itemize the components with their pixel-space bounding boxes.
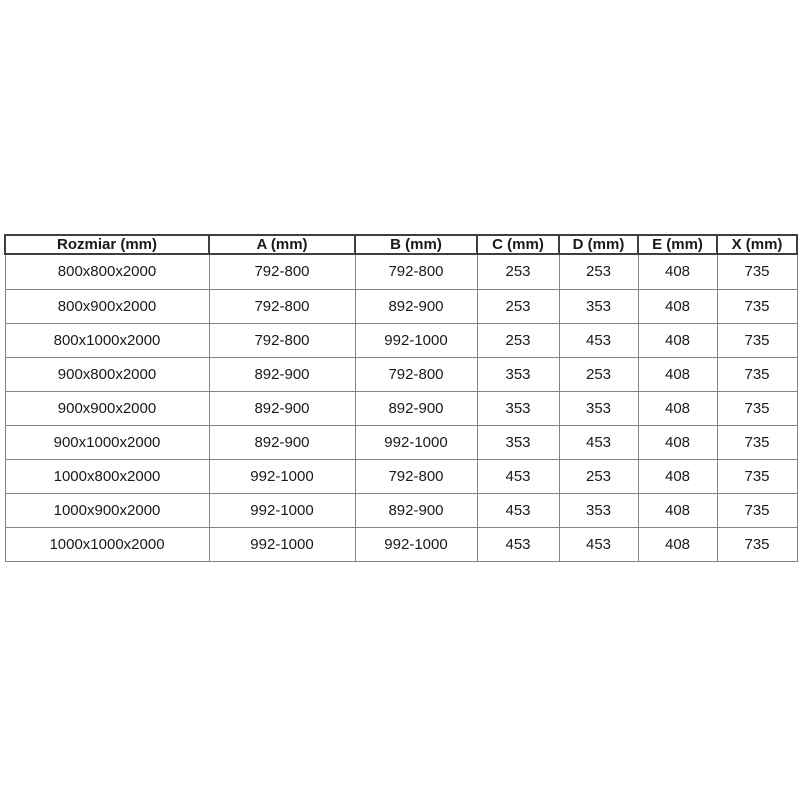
table-cell: 253 <box>559 357 638 391</box>
table-cell: 408 <box>638 425 717 459</box>
table-cell: 408 <box>638 357 717 391</box>
dimensions-table <box>4 234 798 562</box>
table-cell: 892-900 <box>209 357 355 391</box>
table-cell: 1000x800x2000 <box>5 459 209 493</box>
table-cell: 992-1000 <box>209 493 355 527</box>
table-cell: 408 <box>638 391 717 425</box>
table-cell: 800x900x2000 <box>5 289 209 323</box>
table-cell: 253 <box>477 254 559 289</box>
table-cell: 453 <box>477 459 559 493</box>
table-cell: 735 <box>717 357 797 391</box>
table-cell: 408 <box>638 289 717 323</box>
table-cell: 253 <box>477 289 559 323</box>
table-cell: 253 <box>559 459 638 493</box>
table-cell: 353 <box>477 357 559 391</box>
table-row <box>5 357 797 391</box>
table-cell: 408 <box>638 459 717 493</box>
table-cell: 408 <box>638 323 717 357</box>
table-cell: 253 <box>477 323 559 357</box>
table-row <box>5 323 797 357</box>
table-header-row <box>5 235 797 254</box>
table-cell: 735 <box>717 527 797 561</box>
table-cell: 992-1000 <box>209 459 355 493</box>
table-cell: 408 <box>638 527 717 561</box>
table-cell: 792-800 <box>355 254 477 289</box>
table-cell: 735 <box>717 289 797 323</box>
table-body <box>5 254 797 562</box>
table-cell: 792-800 <box>209 323 355 357</box>
table-cell: 453 <box>477 527 559 561</box>
table-cell: 792-800 <box>355 459 477 493</box>
column-header: B (mm) <box>355 235 477 254</box>
table-cell: 408 <box>638 493 717 527</box>
table-cell: 992-1000 <box>355 425 477 459</box>
table-cell: 800x1000x2000 <box>5 323 209 357</box>
table-header <box>5 235 797 254</box>
table-cell: 453 <box>559 527 638 561</box>
table-cell: 735 <box>717 391 797 425</box>
table-row <box>5 254 797 289</box>
table-row <box>5 391 797 425</box>
table-cell: 253 <box>559 254 638 289</box>
table-cell: 735 <box>717 493 797 527</box>
table-cell: 408 <box>638 254 717 289</box>
table-cell: 892-900 <box>209 425 355 459</box>
table-cell: 792-800 <box>355 357 477 391</box>
table-cell: 735 <box>717 323 797 357</box>
column-header: Rozmiar (mm) <box>5 235 209 254</box>
table-cell: 735 <box>717 254 797 289</box>
table-row <box>5 493 797 527</box>
column-header: E (mm) <box>638 235 717 254</box>
table-cell: 900x800x2000 <box>5 357 209 391</box>
column-header: C (mm) <box>477 235 559 254</box>
table-cell: 892-900 <box>355 493 477 527</box>
table-row <box>5 289 797 323</box>
table-cell: 353 <box>559 289 638 323</box>
table-cell: 353 <box>477 425 559 459</box>
table-cell: 735 <box>717 459 797 493</box>
table-row <box>5 459 797 493</box>
column-header: X (mm) <box>717 235 797 254</box>
table-cell: 900x1000x2000 <box>5 425 209 459</box>
table-row <box>5 527 797 561</box>
table-cell: 453 <box>559 425 638 459</box>
table-cell: 992-1000 <box>209 527 355 561</box>
table-cell: 1000x1000x2000 <box>5 527 209 561</box>
table-cell: 800x800x2000 <box>5 254 209 289</box>
column-header: D (mm) <box>559 235 638 254</box>
table-cell: 892-900 <box>355 289 477 323</box>
table-cell: 735 <box>717 425 797 459</box>
table-cell: 892-900 <box>355 391 477 425</box>
table-cell: 792-800 <box>209 289 355 323</box>
table-cell: 353 <box>559 493 638 527</box>
table-cell: 1000x900x2000 <box>5 493 209 527</box>
table-cell: 792-800 <box>209 254 355 289</box>
table-cell: 453 <box>477 493 559 527</box>
table-row <box>5 425 797 459</box>
table-cell: 353 <box>477 391 559 425</box>
column-header: A (mm) <box>209 235 355 254</box>
table-cell: 992-1000 <box>355 527 477 561</box>
table-cell: 992-1000 <box>355 323 477 357</box>
table-cell: 892-900 <box>209 391 355 425</box>
table-cell: 353 <box>559 391 638 425</box>
table-cell: 900x900x2000 <box>5 391 209 425</box>
table-cell: 453 <box>559 323 638 357</box>
